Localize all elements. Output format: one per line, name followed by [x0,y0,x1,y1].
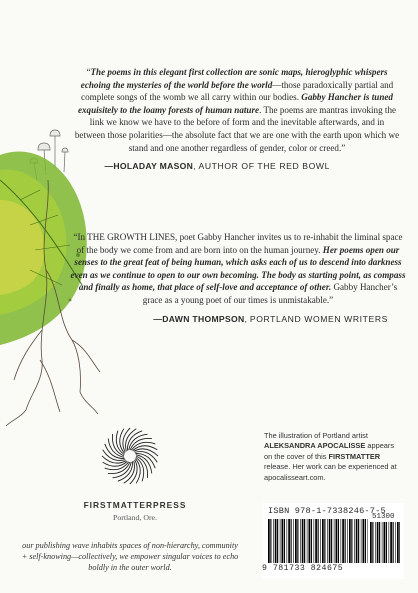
press-logo-icon [98,424,162,488]
barcode-addon-bars [370,522,400,563]
barcode-bars [268,519,368,563]
quote-1-affiliation: AUTHOR OF THE RED BOWL [198,161,330,172]
quote-open-mark: “ [86,67,91,77]
credit-line-2: appears on the cover of this [264,441,395,461]
press-name: FIRSTMATTERPRESS [83,500,187,510]
review-quote-2 [70,231,406,325]
quote-2-author: —DAWN THOMPSON [153,313,245,324]
credit-line-3: release. Her work can be experienced at apocalisseart.com. [264,462,397,482]
credit-artist: ALEKSANDRA APOCALISSE [264,441,366,451]
isbn-number: ISBN 978-1-7338246-7-5 [268,506,386,516]
quote-2-affiliation: PORTLAND WOMEN WRITERS [249,313,388,324]
credit-line-1: The illustration of Portland artist [264,431,368,440]
quote-1-highlight-2: Gabby Hancher is tuned exquisitely to the loamy forests of human nature [77,92,393,115]
quote-1-text-2: . The poems are mantras invoking the link we know we have to the before of form and the inevitable afterwards, and in between those polarities—the absolute fact that we are one with the earth upon which we stand and one another regardless of gender, color or creed.” [74,104,400,153]
quote-2-highlight-1: Her poems open our senses to the great feat of being human, which asks each of us to descend into darkness even as we continue to open to our own becoming. The body as starting point, as compass and finally as home, that place of self-love and acceptance of other. [70,244,406,293]
quote-2-text-1: “In THE GROWTH LINES, poet Gabby Hancher invites us to re-inhabit the liminal space of the body we come from and are born into on the human journey. [73,232,403,255]
barcode-digits: 9 781733 824675 [262,564,344,573]
barcode-addon-code: 51300 [372,513,395,521]
isbn-barcode [262,503,404,579]
press-mission: our publishing wave inhabits spaces of non-hierarchy, community + self-knowing—collectively, we empower singular voices to echo boldly in the outer world. [21,541,239,572]
illustration-credit [264,431,404,483]
review-quote-1 [74,66,400,173]
credit-publisher: FIRSTMATTER [328,451,381,461]
quote-1-text-1: —those paradoxically partial and complete songs of the womb we all carry within our bodies. [81,79,394,103]
cover-illustration [0,0,120,430]
quote-2-text-2: Gabby Hancher’s grace as a young poet of our times is unmistakable.” [142,282,398,305]
quote-1-highlight-1: The poems in this elegant first collection are sonic maps, hieroglyphic whispers echoing the mysteries of the world before the world [80,67,388,90]
quote-1-attribution: —HOLADAY MASON, AUTHOR OF THE RED BOWL [104,161,330,172]
quote-2-attribution: —DAWN THOMPSON, PORTLAND WOMEN WRITERS [153,313,388,324]
press-location: Portland, Ore. [113,513,157,522]
quote-1-author: —HOLADAY MASON [104,161,194,172]
